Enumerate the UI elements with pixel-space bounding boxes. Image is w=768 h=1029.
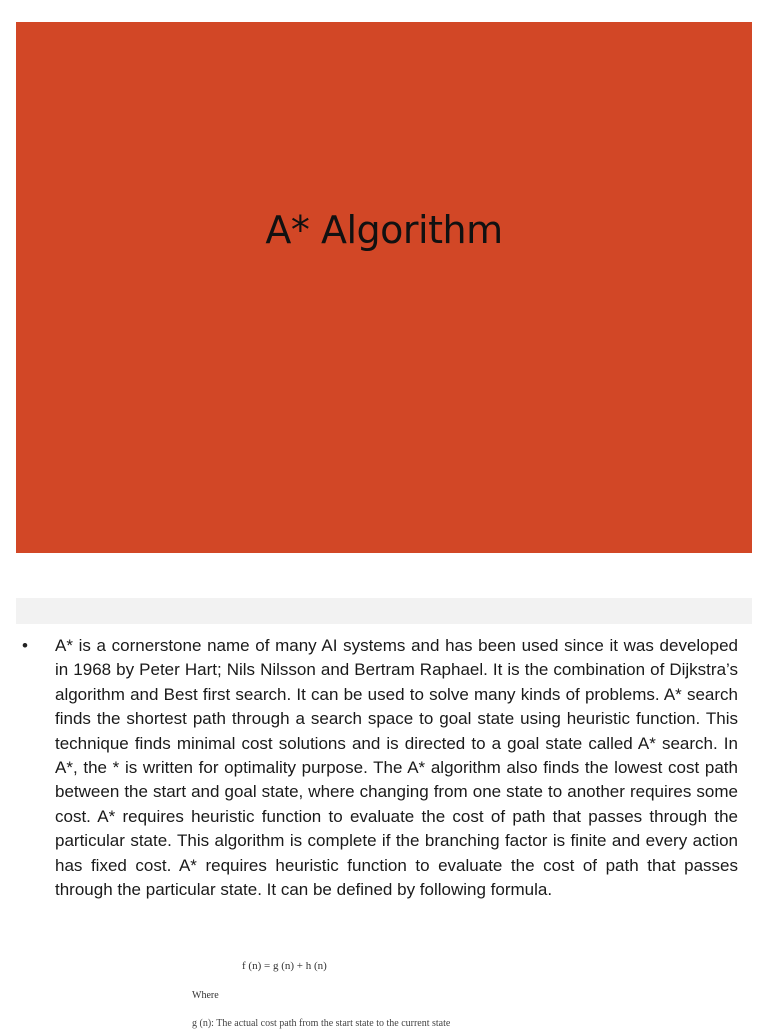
slide-title: A* Algorithm [265,207,503,252]
bullet-block [22,634,738,902]
partial-definition-line: g (n): The actual cost path from the start state to the current state [192,1018,451,1029]
bullet-marker: • [22,636,28,655]
title-slide [16,22,752,553]
bullet-paragraph: A* is a cornerstone name of many AI systems and has been used since it was developed in 1968 by Peter Hart; Nils Nilsson and Bertram Raphael. It is the combination of Dijkstra’s algorithm and Best first search. It can be used to solve many kinds of problems. A* search finds the shortest path through a search space to goal state using heuristic function. This technique finds minimal cost solutions and is directed to a goal state called A* search. In A*, the * is written for optimality purpose. The A* algorithm also finds the lowest cost path between the start and goal state, where changing from one state to another requires some cost. A* requires heuristic function to evaluate the cost of path that passes through the particular state. This algorithm is complete if the branching factor is finite and every action has fixed cost. A* requires heuristic function to evaluate the cost of path that passes through the particular state. It can be defined by following formula. [55,636,738,900]
formula: f (n) = g (n) + h (n) [242,960,327,972]
slide-header-bar [16,598,752,624]
where-label: Where [192,990,219,1001]
